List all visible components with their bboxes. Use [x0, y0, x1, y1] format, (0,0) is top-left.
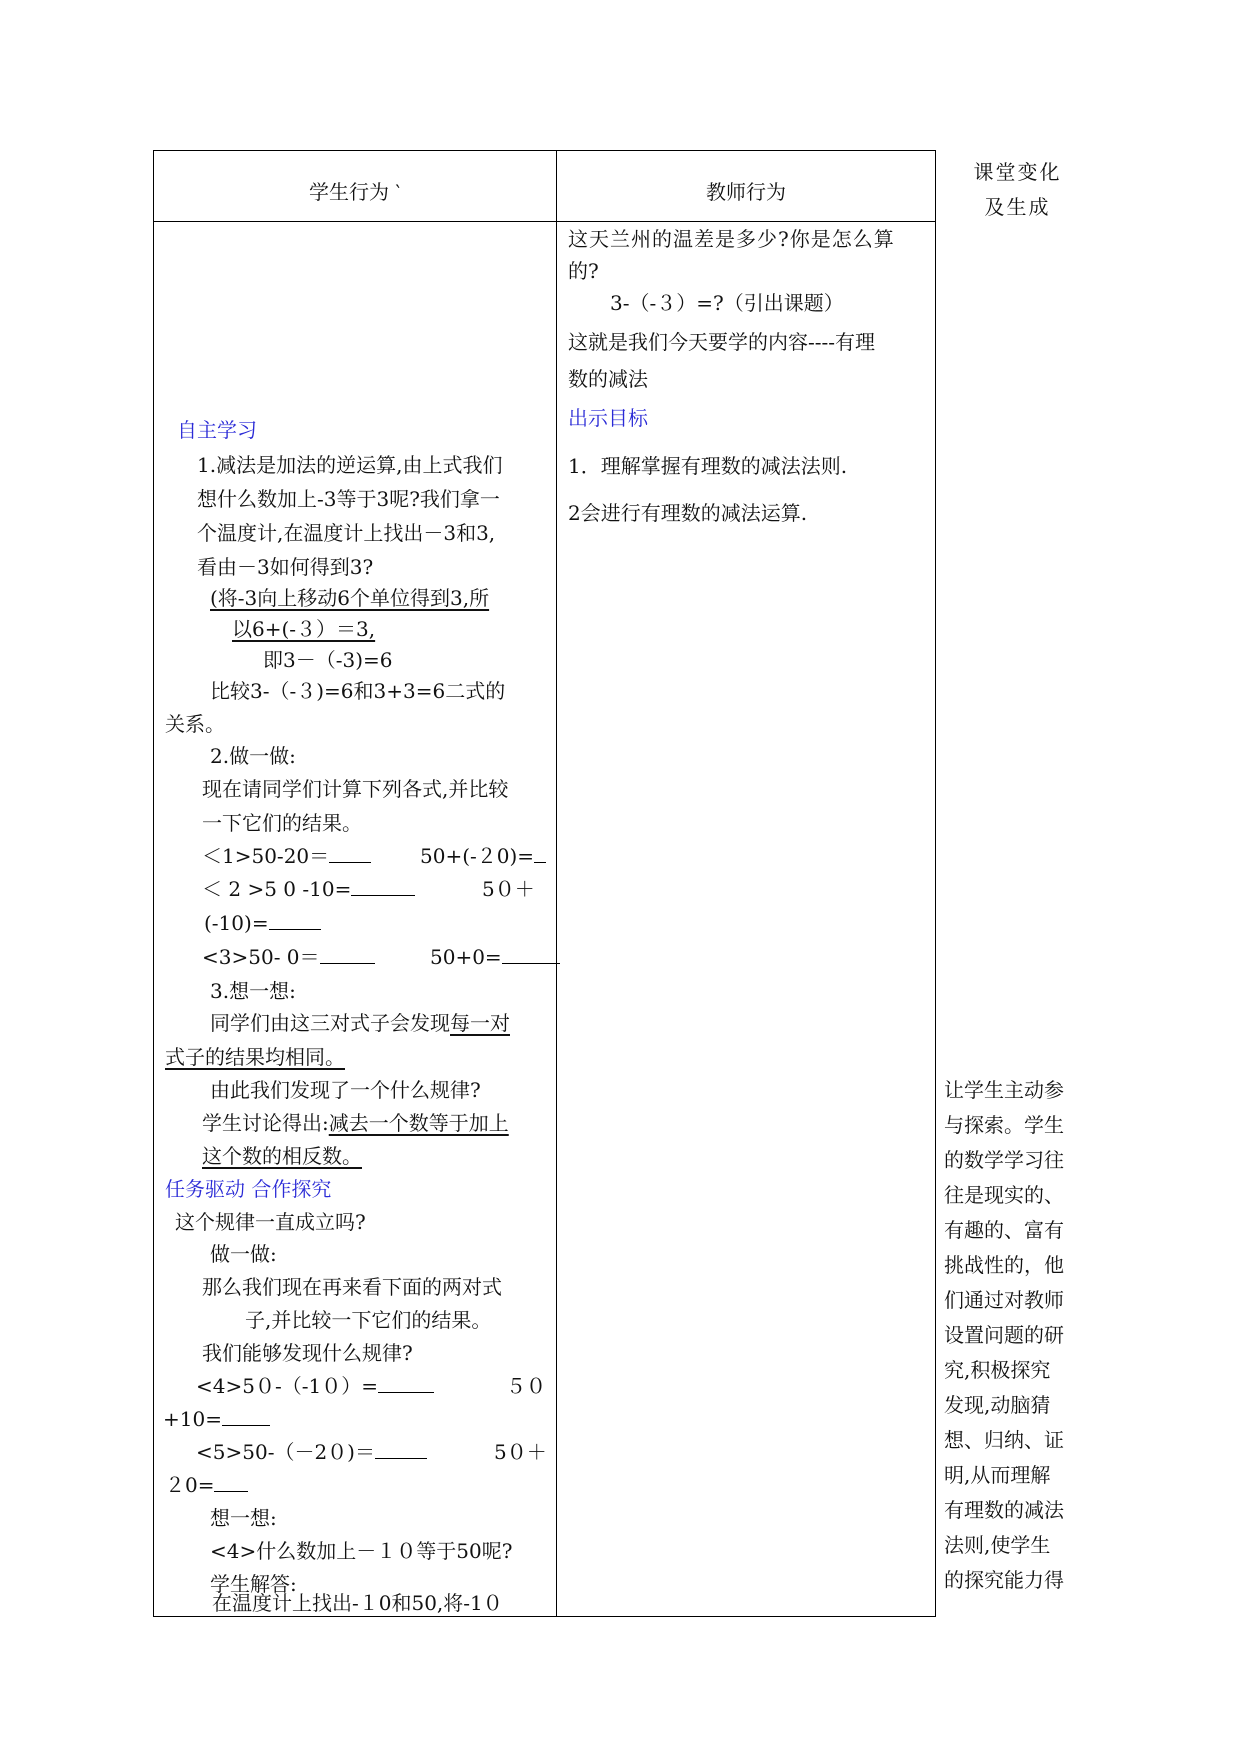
header-divider [153, 221, 936, 222]
exercise-2c-text: (-10)= [204, 911, 269, 935]
think1-line1 [210, 1010, 510, 1036]
side-note-line: 法则,使学生 [944, 1533, 1051, 1557]
student-p2-line3: 即3－（-3)=6 [263, 648, 393, 672]
exercise-3b-text: 50+0= [430, 945, 502, 969]
exercise-2b: 5０＋ [482, 877, 535, 901]
exercise-1b-text: 50+(-２0)= [420, 844, 535, 868]
teacher-expression: 3-（-３）=?（引出课题） [610, 291, 844, 315]
student-p3-line1: 比较3-（-３)=6和3+3=6二式的 [210, 679, 506, 703]
side-note-line: 的数学学习往 [944, 1148, 1064, 1172]
side-note-line: 有理数的减法 [944, 1498, 1064, 1522]
do1-line2: 一下它们的结果。 [202, 811, 362, 835]
do2-line1: 那么我们现在再来看下面的两对式 [202, 1275, 502, 1299]
answer-blank[interactable] [320, 945, 375, 964]
answer-blank[interactable] [351, 877, 415, 896]
exercise-4b: ５０ [506, 1374, 546, 1398]
student-p1-line2: 想什么数加上-3等于3呢?我们拿一 [197, 487, 500, 511]
rule-line2: 这个数的相反数。 [202, 1144, 362, 1168]
header-teacher-behavior: 教师行为 [706, 180, 786, 204]
student-p2-line2: 以6+(-３）＝3, [232, 617, 376, 641]
exercise-3a [202, 944, 375, 970]
exercise-2a [202, 876, 415, 902]
think2-question: <4>什么数加上－１０等于50呢? [210, 1539, 513, 1563]
side-note-line: 们通过对教师 [944, 1288, 1064, 1312]
exercise-3a-text: <3>50- 0＝ [202, 945, 320, 969]
answer-blank[interactable] [329, 844, 371, 863]
side-note-line: 想、归纳、证 [944, 1428, 1064, 1452]
answer-blank[interactable] [214, 1473, 248, 1492]
task-heading: 任务驱动 合作探究 [165, 1177, 332, 1201]
header-student-behavior: 学生行为 ‵ [309, 180, 400, 204]
rule-line1-a: 学生讨论得出: [202, 1111, 329, 1135]
exercise-5a-text: <5>50-（－2０)＝ [196, 1440, 375, 1464]
teacher-intro-line1: 这就是我们今天要学的内容----有理 [568, 330, 876, 354]
rule-line1-b: 减去一个数等于加上 [328, 1111, 509, 1135]
exercise-2a-text: ＜ 2 >5 0 -10= [202, 877, 352, 901]
answer-blank[interactable] [222, 1407, 270, 1426]
teacher-goals-heading: 出示目标 [568, 406, 648, 430]
exercise-4a-text: <4>5０-（-1０）= [196, 1374, 378, 1398]
header-classroom-change: 课堂变化 [973, 160, 1062, 184]
side-note-line: 往是现实的、 [944, 1183, 1064, 1207]
answer-blank[interactable] [534, 844, 546, 863]
exercise-5b: 5０＋ [494, 1440, 547, 1464]
think1-line1-a: 同学们由这三对式子会发现 [210, 1011, 450, 1035]
exercise-1b [420, 843, 546, 869]
think-heading-1: 3.想一想: [210, 979, 296, 1003]
exercise-5a [196, 1439, 427, 1465]
do-heading-1: 2.做一做: [210, 744, 296, 768]
answer-blank[interactable] [378, 1374, 434, 1393]
exercise-5c [165, 1472, 248, 1498]
side-note-line: 让学生主动参 [944, 1078, 1064, 1102]
side-note-line: 发现,动脑猜 [944, 1393, 1051, 1417]
student-p1-line4: 看由－3如何得到3? [197, 555, 374, 579]
answer-blank[interactable] [502, 945, 560, 964]
side-note-line: 有趣的、富有 [944, 1218, 1064, 1242]
answer-blank[interactable] [269, 911, 321, 930]
student-p1-line1: 1.减法是加法的逆运算,由上式我们 [197, 453, 503, 477]
rule-line1 [202, 1110, 509, 1136]
rule-question: 由此我们发现了一个什么规律? [210, 1078, 481, 1102]
teacher-question-line1: 这天兰州的温差是多少?你是怎么算 [568, 227, 895, 251]
column-divider [556, 150, 557, 1617]
exercise-4c [163, 1406, 270, 1432]
side-note-line: 与探索。学生 [944, 1113, 1064, 1137]
header-classroom-generation: 及生成 [984, 195, 1051, 219]
self-study-heading: 自主学习 [177, 418, 257, 442]
think-heading-2: 想一想: [210, 1506, 277, 1530]
answer-heading: 学生解答: [210, 1572, 297, 1596]
exercise-1a-text: ＜1>50-20＝ [202, 844, 330, 868]
do-heading-2: 做一做: [210, 1242, 277, 1266]
teacher-goal-2: 2会进行有理数的减法运算. [568, 501, 808, 525]
exercise-2c [204, 910, 321, 936]
do1-line1: 现在请同学们计算下列各式,并比较 [202, 777, 509, 801]
exercise-4a [196, 1373, 434, 1399]
side-note-line: 究,积极探究 [944, 1358, 1051, 1382]
do2-line3: 我们能够发现什么规律? [202, 1341, 413, 1365]
exercise-5c-text: ２0= [165, 1473, 215, 1497]
task-question: 这个规律一直成立吗? [175, 1210, 366, 1234]
student-p1-line3: 个温度计,在温度计上找出－3和3, [197, 521, 496, 545]
do2-line2: 子,并比较一下它们的结果。 [245, 1308, 492, 1332]
exercise-1a [202, 843, 371, 869]
teacher-question-line2: 的? [568, 259, 599, 283]
teacher-intro-line2: 数的减法 [568, 367, 648, 391]
answer-line1: 在温度计上找出-１0和50,将-1０ [212, 1591, 503, 1615]
side-note-line: 的探究能力得 [944, 1568, 1064, 1592]
exercise-4c-text: +10= [163, 1407, 222, 1431]
side-note-line: 设置问题的研 [944, 1323, 1064, 1347]
side-note-line: 明,从而理解 [944, 1463, 1051, 1487]
student-p3-line2: 关系。 [165, 712, 225, 736]
student-p2-line1: (将-3向上移动6个单位得到3,所 [210, 586, 490, 610]
think1-line1-b: 每一对 [450, 1011, 510, 1035]
side-note-line: 挑战性的，他 [944, 1253, 1064, 1277]
answer-blank[interactable] [375, 1440, 427, 1459]
exercise-3b [430, 944, 560, 970]
teacher-goal-1: 1．理解掌握有理数的减法法则. [568, 454, 848, 478]
think1-line2: 式子的结果均相同。 [165, 1045, 345, 1069]
